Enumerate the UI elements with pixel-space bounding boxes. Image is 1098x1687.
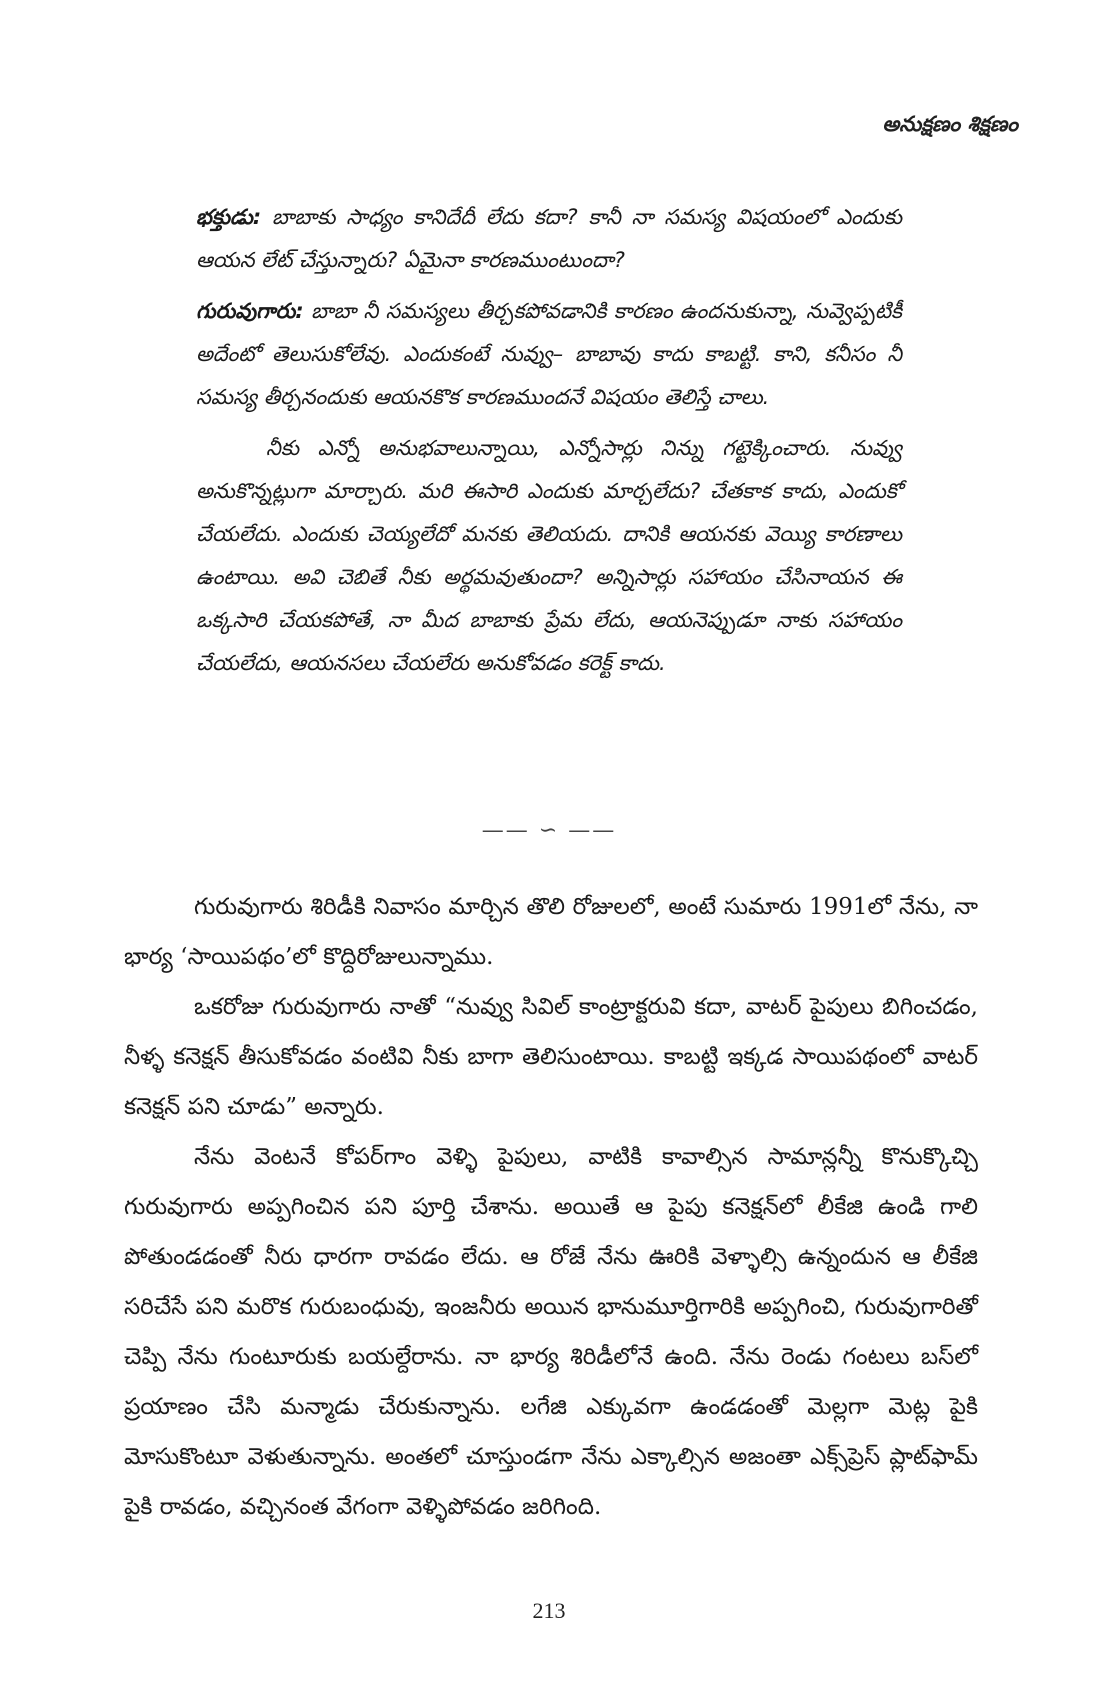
- narrative-block: [124, 882, 978, 1532]
- devotee-question: [196, 196, 902, 282]
- section-divider-ornament: —— ∽ ——: [481, 818, 617, 843]
- devotee-text: బాబాకు సాధ్యం కానిదేదీ లేదు కదా? కానీ నా సమస్య విషయంలో ఎందుకు ఆయన లేట్ చేస్తున్నారు? ఏమైనా కారణముంటుందా?: [196, 205, 902, 272]
- guru-label: గురువుగారు:: [196, 299, 304, 323]
- guru-text: బాబా నీ సమస్యలు తీర్చకపోవడానికి కారణం ఉందనుకున్నా, నువ్వెప్పటికీ అదేంటో తెలుసుకోలేవు. ఎందుకంటే నువ్వు– బాబావు కాదు కాబట్టి. కాని, కనీసం నీ సమస్య తీర్చనందుకు ఆయనకొక కారణముందనే విషయం తెలిస్తే చాలు.: [196, 299, 902, 409]
- narrative-paragraph: నేను వెంటనే కోపర్‌గాం వెళ్ళి పైపులు, వాటికి కావాల్సిన సామాన్లన్నీ కొనుక్కొచ్చి గురువుగారు అప్పగించిన పని పూర్తి చేశాను. అయితే ఆ పైపు కనెక్షన్‌లో లీకేజి ఉండి గాలి పోతుండడంతో నీరు ధారగా రావడం లేదు. ఆ రోజే నేను ఊరికి వెళ్ళాల్సి ఉన్నందున ఆ లీకేజి సరిచేసే పని మరొక గురుబంధువు, ఇంజనీరు అయిన భానుమూర్తిగారికి అప్పగించి, గురువుగారితో చెప్పి నేను గుంటూరుకు బయల్దేరాను. నా భార్య శిరిడీలోనే ఉంది. నేను రెండు గంటలు బస్‌లో ప్రయాణం చేసి మన్మాడు చేరుకున్నాను. లగేజి ఎక్కువగా ఉండడంతో మెల్లగా మెట్ల పైకి మోసుకొంటూ వెళుతున్నాను. అంతలో చూస్తుండగా నేను ఎక్కాల్సిన అజంతా ఎక్స్‌ప్రెస్ ప్లాట్‌ఫామ్ పైకి రావడం, వచ్చినంత వేగంగా వెళ్ళిపోవడం జరిగింది.: [124, 1144, 978, 1520]
- guru-answer: [196, 290, 902, 419]
- guru-answer-continuation: నీకు ఎన్నో అనుభవాలున్నాయి, ఎన్నోసార్లు నిన్ను గట్టెక్కించారు. నువ్వు అనుకొన్నట్లుగా మార్చారు. మరి ఈసారి ఎందుకు మార్చలేదు? చేతకాక కాదు, ఎందుకో చేయలేదు. ఎందుకు చెయ్యలేదో మనకు తెలియదు. దానికి ఆయనకు వెయ్యి కారణాలు ఉంటాయి. అవి చెబితే నీకు అర్థమవుతుందా? అన్నిసార్లు సహాయం చేసినాయన ఈ ఒక్కసారి చేయకపోతే, నా మీద బాబాకు ప్రేమ లేదు, ఆయనెప్పుడూ నాకు సహాయం చేయలేదు, ఆయనసలు చేయలేరు అనుకోవడం కరెక్ట్ కాదు.: [196, 436, 902, 675]
- page-number: 213: [532, 1598, 566, 1623]
- running-head: అనుక్షణం శిక్షణం: [882, 112, 1018, 136]
- narrative-paragraph: ఒకరోజు గురువుగారు నాతో “నువ్వు సివిల్ కాంట్రాక్టరువి కదా, వాటర్ పైపులు బిగించడం, నీళ్ళ కనెక్షన్ తీసుకోవడం వంటివి నీకు బాగా తెలిసుంటాయి. కాబట్టి ఇక్కడ సాయిపథంలో వాటర్ కనెక్షన్ పని చూడు” అన్నారు.: [124, 994, 978, 1120]
- dialogue-block: [196, 196, 902, 693]
- devotee-label: భక్తుడు:: [196, 205, 262, 229]
- narrative-paragraph: గురువుగారు శిరిడీకి నివాసం మార్చిన తొలి రోజులలో, అంటే సుమారు 1991లో నేను, నా భార్య ‘సాయిపథం’లో కొద్దిరోజులున్నాము.: [124, 894, 978, 970]
